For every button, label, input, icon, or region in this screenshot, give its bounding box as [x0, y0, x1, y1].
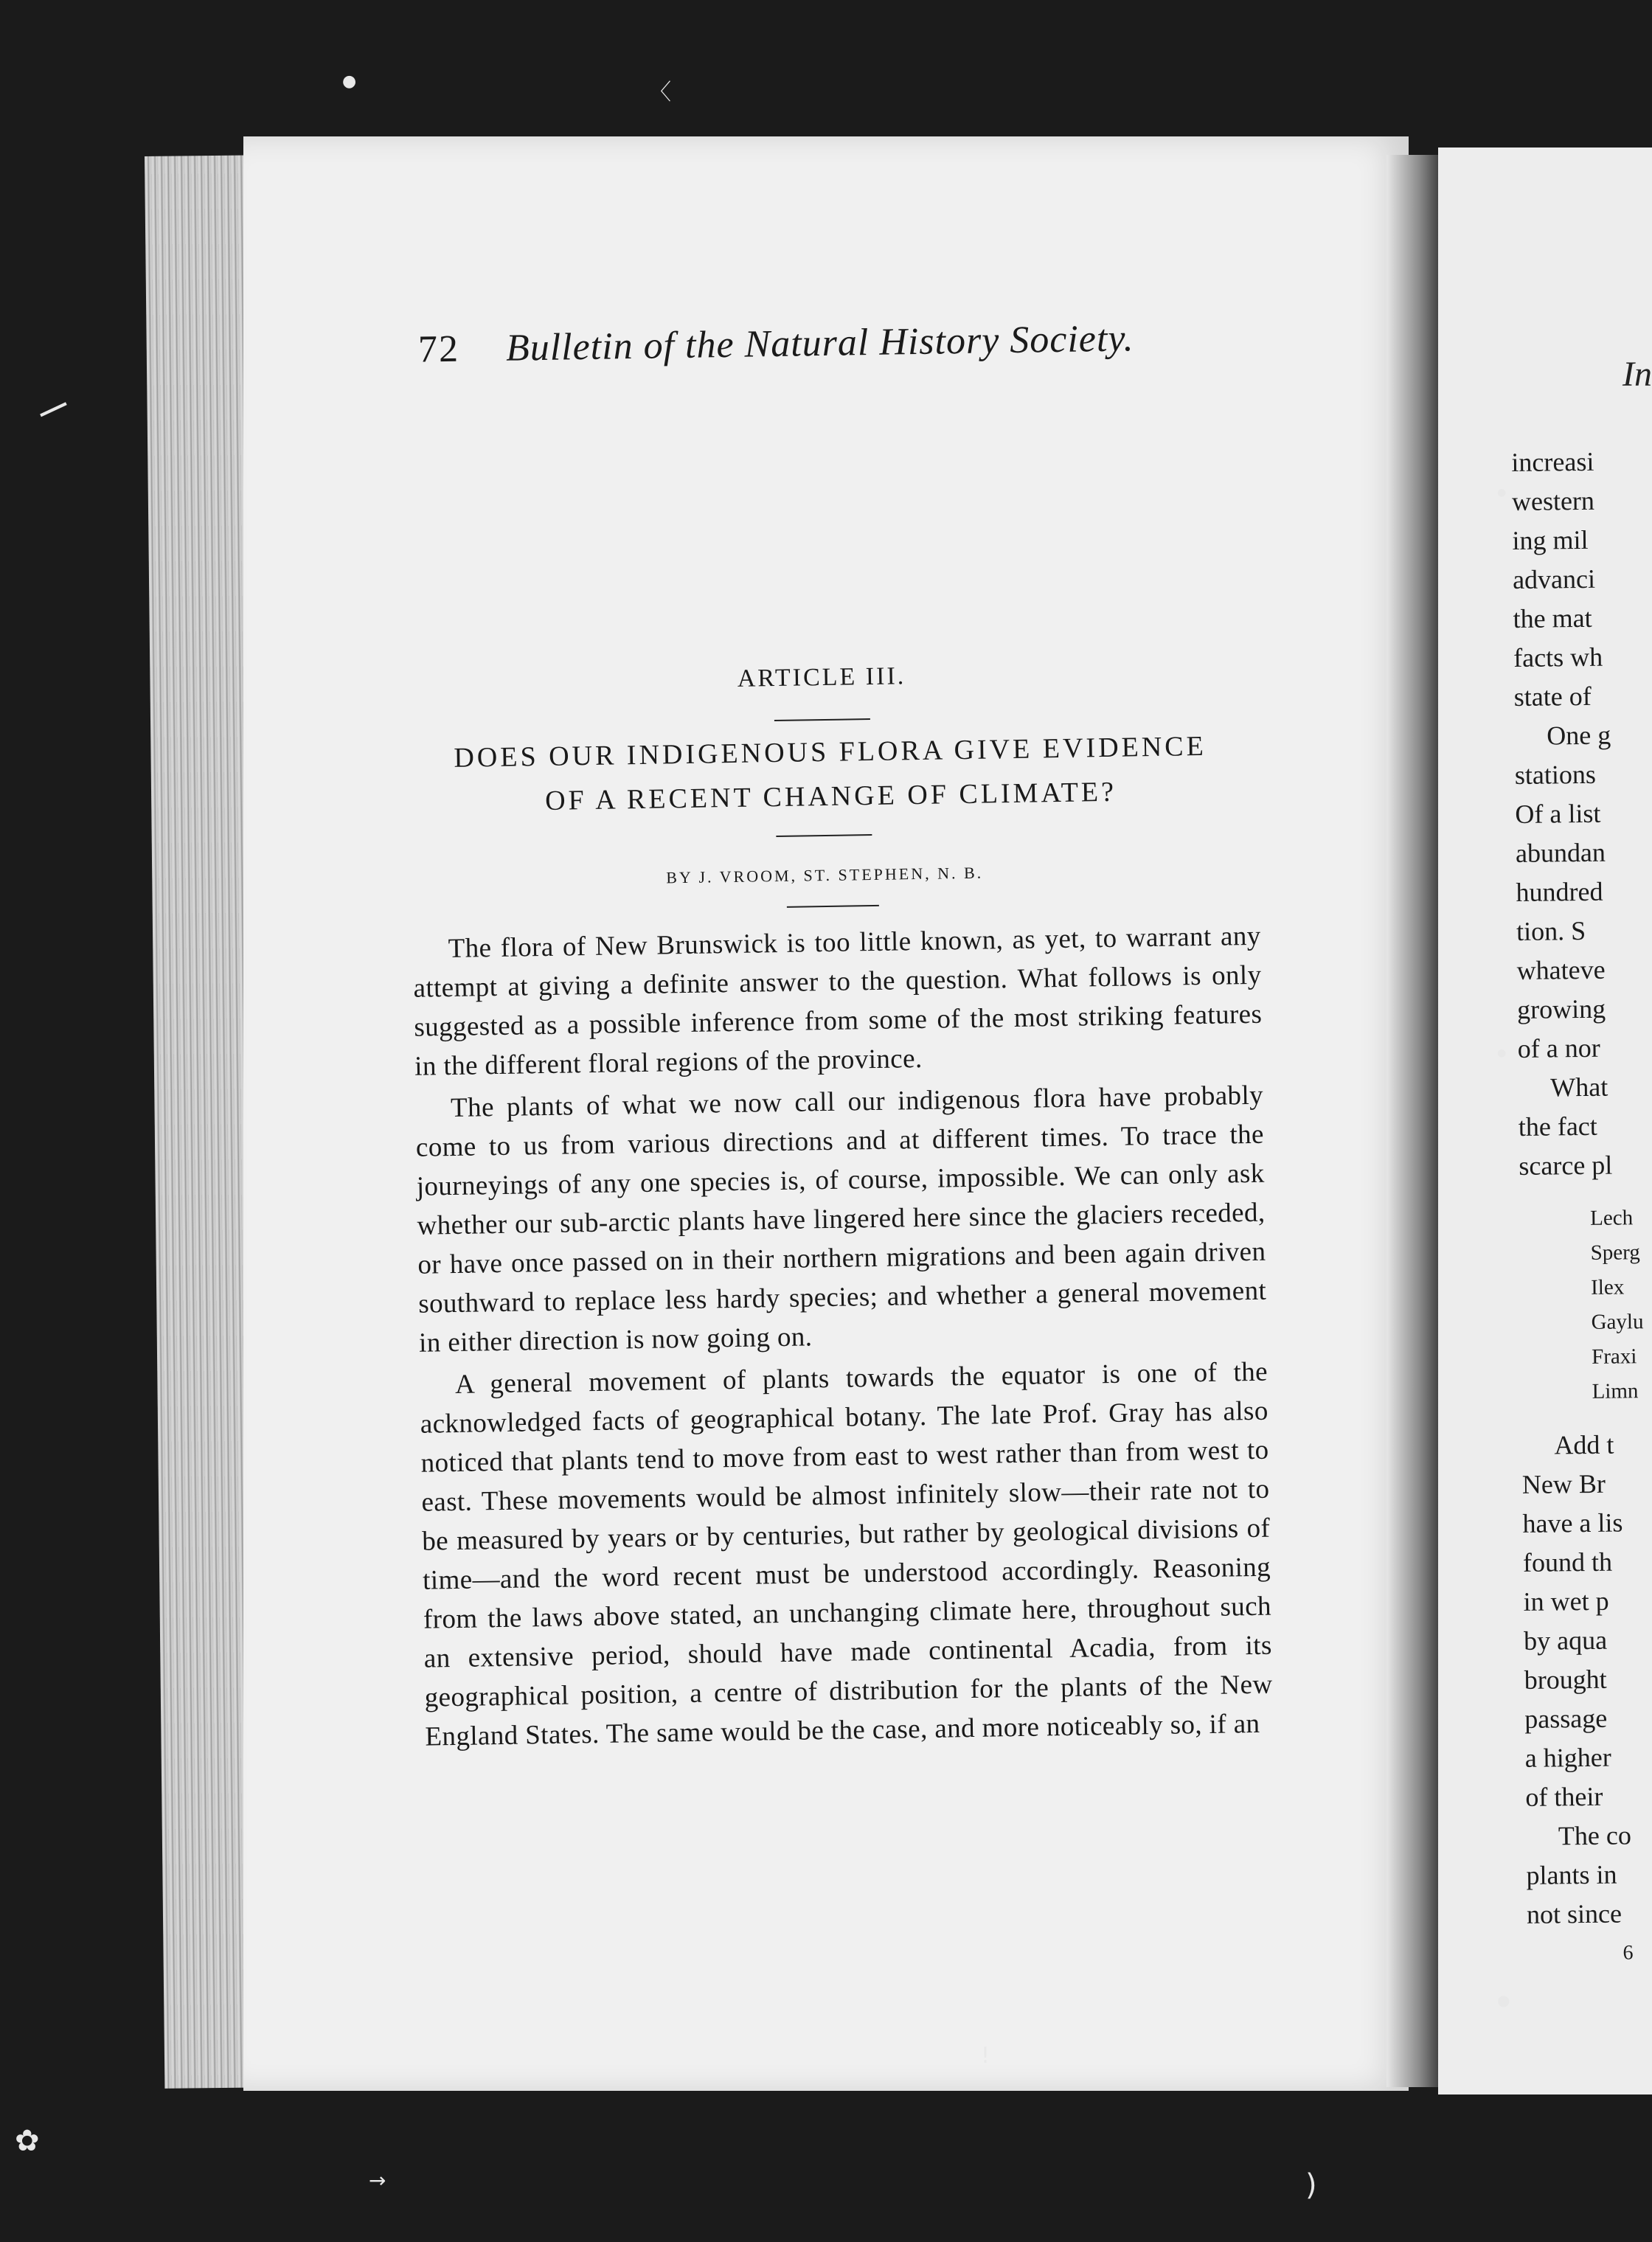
right-line: the mat [1513, 603, 1592, 634]
title-rule-bottom [776, 834, 872, 837]
paragraph-1: The flora of New Brunswick is too little known, as yet, to warrant any attempt at giving a definite answer to the question. What follows is only suggested as a possible inference from some of the most striking features in the different floral regions of the province. [413, 920, 1263, 1082]
right-line: by aqua [1523, 1625, 1608, 1656]
right-line: scarce pl [1519, 1150, 1613, 1181]
right-line: What [1550, 1072, 1608, 1103]
book-scan: ● 〈 ⸝ ✿ → ) ! ● ● ● 72 Bulletin of the Natural History Society. ARTICLE III. DOES OUR INDIGENOUS FLORA GIVE EVIDENCE OF A RECENT CHANGE OF CLIMATE? BY J. VROOM, ST. STEPHEN, N. B. The flora of New Brunswick is too little known, as yet, to warrant any attempt at giving a definite answer to the question. What follows is only suggested as a possible inference from some of the most striking features in the different floral regions of the province. The plants of what we now call our indigenous flora have probably come to us from various directions and at different times. To trace the journeyings of any one species is, of course, impossible. We can only ask whether our sub-arctic plants have lingered here since the glaciers receded, or have once passed on in their northern migrations and been again driven southward to replace less hardy species; and whether a general movement in either direction is now going on. A general movement of plants towards the equator is one of the acknowledged facts of geographical botany. The late Prof. Gray has also noticed that plants tend to move from east to west rather than from west to east. These movements would be almost infinitely slow—their rate not to be measured by years or by centuries, but rather by geological divisions of time—and the word recent must be understood accordingly. Reasoning from the laws above stated, an unchanging climate here, throughout such an extensive period, should have made continental Acadia, from its geographical position, a centre of distribution for the plants of the New England States. The same would be the case, and more noticeably so, if an In increasi western ing mil advanci the mat facts wh state of One g stations Of a list abundan hundred tion. S whateve growing of a nor What the fact scarce pl Lech Sperg Ilex Gaylu Fraxi Limn Add t New Br have a lis found th in wet p by aqua brought passage a higher of their The co plants in not since 6 [0, 0, 1652, 2242]
right-line: hundred [1516, 876, 1603, 907]
paragraph-3: A general movement of plants towards the equator is one of the acknowledged facts of geographical botany. The late Prof. Gray has also noticed that plants tend to move from east to west rather than from west to east. These movements would be almost infinitely slow—their rate not to be measured by years or by centuries, but rather by geological divisions of time—and the word recent must be understood accordingly. Reasoning from the laws above stated, an unchanging climate here, throughout such an extensive period, should have made continental Acadia, from its geographical position, a centre of distribution for the plants of the New England States. The same would be the case, and more noticeably so, if an [420, 1356, 1273, 1752]
right-line: The co [1558, 1820, 1632, 1851]
right-line: New Br [1521, 1468, 1606, 1499]
byline: BY J. VROOM, ST. STEPHEN, N. B. [666, 863, 984, 887]
right-line: of a nor [1517, 1032, 1600, 1063]
journal-title: Bulletin of the Natural History Society. [505, 317, 1134, 369]
right-list-item: Ilex [1590, 1275, 1625, 1299]
right-list-item: Gaylu [1591, 1310, 1644, 1334]
right-list-item: Sperg [1590, 1240, 1640, 1265]
right-list-item: Limn [1592, 1379, 1639, 1403]
paragraph-2: The plants of what we now call our indigenous flora have probably come to us from various directions and at different times. To trace the journeyings of any one species is, of course, impossible. We can only ask whether our sub-arctic plants have lingered here since the glaciers receded, or have once passed on in their northern migrations and been again driven southward to replace less hardy species; and whether a general movement in either direction is now going on. [415, 1080, 1267, 1358]
right-line: facts wh [1513, 642, 1603, 673]
right-page-text-column [1511, 442, 1652, 1974]
right-line: growing [1516, 993, 1606, 1024]
article-page-content [369, 0, 1285, 1998]
right-list-item: Fraxi [1591, 1344, 1637, 1369]
right-line: Add t [1554, 1429, 1614, 1460]
right-line: stations [1514, 759, 1597, 790]
right-line: One g [1547, 720, 1611, 751]
right-line: advanci [1512, 563, 1596, 594]
byline-rule [787, 905, 879, 908]
right-line: of their [1525, 1781, 1603, 1812]
right-line: whateve [1516, 954, 1606, 985]
article-title [402, 723, 1259, 825]
right-line: passage [1524, 1703, 1608, 1734]
right-line: state of [1513, 681, 1592, 712]
right-line: found th [1522, 1547, 1613, 1578]
article-title-line-2: OF A RECENT CHANGE OF CLIMATE? [544, 776, 1117, 816]
right-line: brought [1524, 1664, 1607, 1695]
right-line: abundan [1515, 837, 1606, 868]
article-label: ARTICLE III. [737, 662, 906, 693]
right-line: have a lis [1522, 1507, 1623, 1538]
right-line: in wet p [1523, 1586, 1609, 1617]
right-line: not since [1526, 1898, 1622, 1929]
right-line: plants in [1526, 1859, 1617, 1890]
right-list-item: Lech [1589, 1206, 1634, 1230]
title-rule-top [774, 718, 870, 721]
signature-mark: 6 [1622, 1941, 1634, 1965]
running-head [417, 314, 1274, 371]
article-title-line-1: DOES OUR INDIGENOUS FLORA GIVE EVIDENCE [454, 730, 1207, 774]
article-body [412, 917, 1273, 1757]
right-line: a higher [1524, 1742, 1611, 1773]
right-line: western [1511, 485, 1595, 516]
right-line: tion. S [1516, 915, 1586, 946]
right-line: increasi [1511, 446, 1594, 477]
right-page-running-head: In [1622, 355, 1652, 394]
right-line: Of a list [1515, 798, 1601, 829]
page-number: 72 [417, 327, 460, 371]
right-line: ing mil [1512, 524, 1589, 555]
book-gutter [1386, 155, 1446, 2087]
right-line: the fact [1518, 1111, 1597, 1142]
